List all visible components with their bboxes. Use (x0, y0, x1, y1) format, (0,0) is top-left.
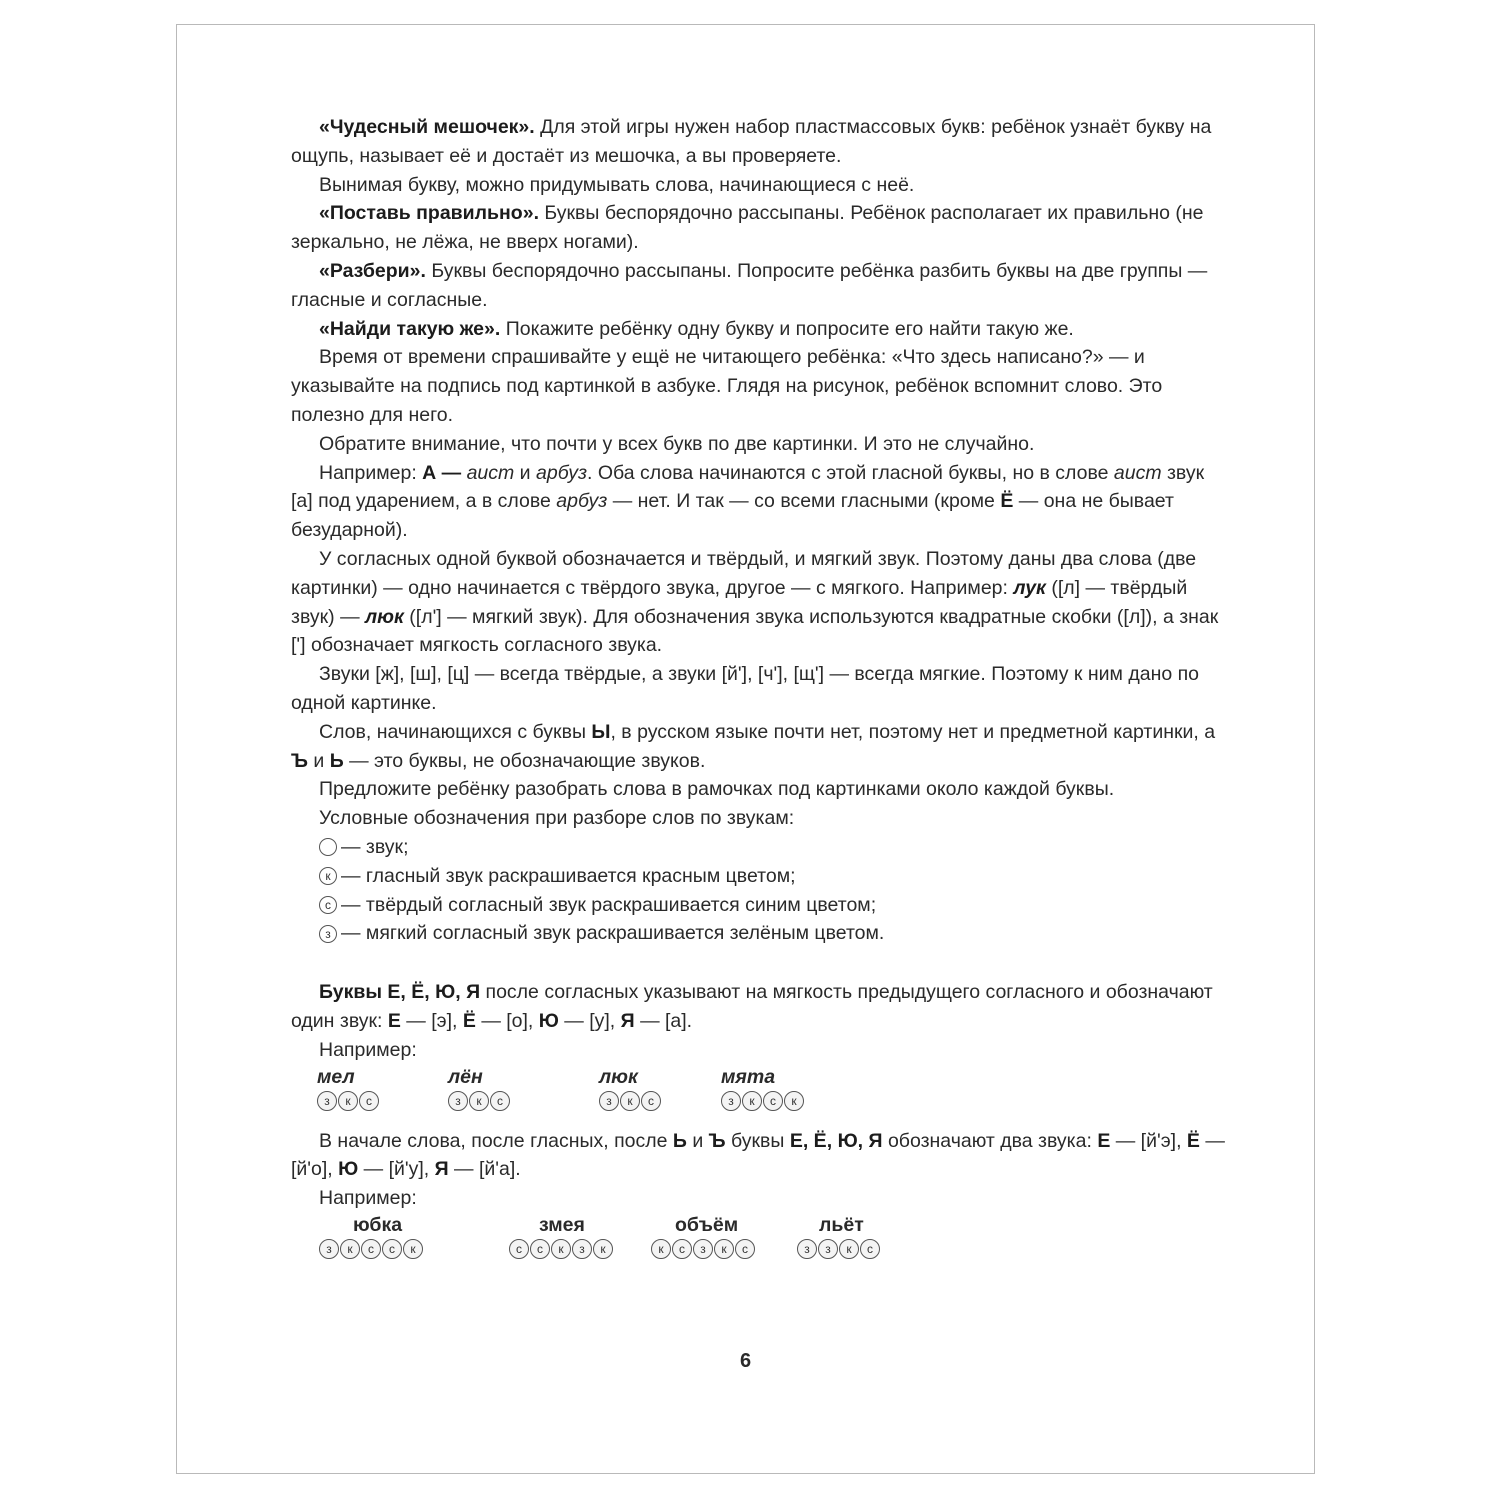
hard-consonant-circle-icon: с (319, 896, 337, 914)
sound-circle-icon: к (469, 1091, 489, 1111)
sound-scheme (651, 1239, 755, 1259)
sound-circle-icon: з (818, 1239, 838, 1259)
sound-circle-icon: к (403, 1239, 423, 1259)
legend-text: — звук; (341, 835, 409, 858)
paragraph-special-letters (291, 718, 1231, 776)
text: Слов, начинающихся с буквы (319, 720, 592, 743)
paragraph-text: Буквы беспорядочно рассыпаны. Ребёнок располагает их правильно (не зеркально, не лёжа, не вверх ногами). (291, 202, 1204, 254)
text: — она не бывает безударной). (291, 490, 1174, 542)
example-word-block (448, 1065, 510, 1111)
sound-circle-icon: з (721, 1091, 741, 1111)
sound-circle-icon: к (551, 1239, 571, 1259)
bold-text: А — (422, 461, 467, 484)
vowel-circle-icon: к (319, 867, 337, 885)
sound-circle-icon: с (735, 1239, 755, 1259)
text: — [й'а]. (448, 1158, 521, 1181)
bold-text: Ё (462, 1009, 476, 1032)
game-title-find: «Найди такую же». (319, 317, 501, 340)
paragraph-vowels-example (291, 459, 1231, 545)
bold-text: Ю (538, 1009, 559, 1032)
italic-word: аист (1113, 461, 1162, 484)
example-word: лён (448, 1065, 483, 1088)
paragraph-consonants (291, 545, 1231, 660)
sound-circle-icon: с (490, 1091, 510, 1111)
text: У согласных одной буквой обозначается и твёрдый, и мягкий звук. Поэтому даны два слова (две картинки) — одно начинается с твёрдого звука, другое — с мягкого. Например: (291, 547, 1197, 599)
example-word-block (651, 1213, 755, 1259)
bold-text: Е, Ё, Ю, Я (789, 1129, 883, 1152)
legend-item-vowel (291, 862, 1231, 891)
sound-scheme (599, 1091, 661, 1111)
text: — [й'у], (358, 1158, 435, 1181)
example-word-block (319, 1213, 423, 1259)
text: . Оба слова начинаются с этой гласной буквы, но в слове (587, 461, 1114, 484)
text: и (307, 749, 330, 772)
bold-text: Буквы Е, Ё, Ю, Я (319, 981, 481, 1004)
sound-scheme (721, 1091, 804, 1111)
legend-text: — мягкий согласный звук раскрашивается зелёным цветом. (341, 922, 885, 945)
sound-circle-icon: к (714, 1239, 734, 1259)
game-title-place: «Поставь правильно». (319, 202, 539, 225)
bold-text: Ё (1186, 1129, 1200, 1152)
legend-list (291, 833, 1231, 948)
legend-item-soft (291, 919, 1231, 948)
example-word: объём (675, 1213, 739, 1236)
paragraph-game-sort (291, 257, 1231, 315)
bold-text: Ы (591, 720, 611, 743)
examples-one-sound (291, 1065, 1231, 1127)
text: — [й'э], (1110, 1129, 1187, 1152)
sound-circle-icon: с (509, 1239, 529, 1259)
game-title-bag: «Чудесный мешочек». (319, 116, 535, 138)
text: , в русском языке почти нет, поэтому нет и предметной картинки, а (610, 720, 1216, 743)
sound-circle-icon: з (319, 1239, 339, 1259)
sound-circle-icon: к (784, 1091, 804, 1111)
text: — нет. И так — со всеми гласными (кроме (607, 490, 1001, 513)
bold-text: Ю (338, 1158, 359, 1181)
example-word: льёт (819, 1213, 864, 1236)
example-word-block (599, 1065, 661, 1111)
sound-circle-icon: с (860, 1239, 880, 1259)
sound-circle-icon: к (742, 1091, 762, 1111)
text: — [э], (400, 1009, 463, 1032)
text: после согласных указывают на мягкость предыдущего согласного и обозначают один звук: (291, 981, 1213, 1032)
paragraph-game-bag (291, 113, 1231, 171)
text: и (686, 1129, 709, 1152)
legend-text: — гласный звук раскрашивается красным цветом; (341, 864, 796, 887)
text: — [о], (475, 1009, 539, 1032)
paragraph-text: Буквы беспорядочно рассыпаны. Попросите ребёнка разбить буквы на две группы — гласные и согласные. (291, 259, 1208, 311)
paragraph-two-sounds (291, 1127, 1231, 1185)
legend-item-hard (291, 891, 1231, 920)
sound-scheme (509, 1239, 613, 1259)
example-word: юбка (353, 1213, 403, 1236)
paragraph-text: Покажите ребёнку одну букву и попросите его найти такую же. (500, 317, 1074, 340)
sound-circle-icon: з (572, 1239, 592, 1259)
italic-word: аист (466, 461, 515, 484)
page-number: 6 (739, 1350, 752, 1372)
example-word-block (317, 1065, 379, 1111)
text: обозначают два звука: (882, 1129, 1098, 1152)
text: — [а]. (634, 1009, 693, 1032)
paragraph: Обратите внимание, что почти у всех букв по две картинки. И это не случайно. (319, 432, 1035, 455)
example-word: мел (317, 1065, 355, 1088)
example-word-block (721, 1065, 804, 1111)
sound-circle-icon: к (651, 1239, 671, 1259)
sound-circle-icon: с (763, 1091, 783, 1111)
sound-circle-icon: с (641, 1091, 661, 1111)
bold-text: Ё (1000, 490, 1014, 513)
paragraph-game-find (291, 315, 1231, 344)
sound-circle-icon (319, 838, 337, 856)
sound-circle-icon: з (599, 1091, 619, 1111)
legend-item-sound (291, 833, 1231, 862)
sound-scheme (319, 1239, 423, 1259)
paragraph-one-sound (291, 978, 1231, 1036)
bold-text: Е (387, 1009, 401, 1032)
game-title-sort: «Разбери». (319, 259, 426, 282)
page-content (291, 113, 1231, 1275)
italic-word: арбуз (536, 461, 588, 484)
example-word: люк (599, 1065, 638, 1088)
examples-two-sounds (291, 1213, 1231, 1275)
text: — [у], (558, 1009, 621, 1032)
bold-text: Ъ (291, 749, 308, 772)
bold-text: Ь (329, 749, 344, 772)
text: ([л'] — мягкий звук). Для обозначения звука используются квадратные скобки ([л]), а знак ['] обозначает мягкость согласного звука. (291, 605, 1219, 657)
sound-circle-icon: с (530, 1239, 550, 1259)
bold-text: Ъ (708, 1129, 726, 1152)
italic-word: люк (364, 605, 404, 628)
sound-circle-icon: к (338, 1091, 358, 1111)
example-label: Например: (319, 1187, 417, 1210)
sound-circle-icon: к (340, 1239, 360, 1259)
paragraph-text: Для этой игры нужен набор пластмассовых букв: ребёнок узнаёт букву на ощупь, называет её и достаёт из мешочка, а вы проверяете. (291, 116, 1212, 167)
sound-circle-icon: з (317, 1091, 337, 1111)
sound-scheme (317, 1091, 379, 1111)
italic-word: арбуз (556, 490, 608, 513)
text: Например: (319, 461, 423, 484)
text: — [й'о], (291, 1129, 1225, 1181)
paragraph: Звуки [ж], [ш], [ц] — всегда твёрдые, а звуки [й'], [ч'], [щ'] — всегда мягкие. Поэтому к ним дано по одной картинке. (291, 663, 1200, 714)
sound-circle-icon: з (693, 1239, 713, 1259)
sound-scheme (448, 1091, 510, 1111)
paragraph: Время от времени спрашивайте у ещё не читающего ребёнка: «Что здесь написано?» — и указывайте на подпись под картинкой в азбуке. Глядя на рисунок, ребёнок вспомнит слово. Это полезно для него. (291, 346, 1163, 426)
example-word-block (509, 1213, 613, 1259)
sound-scheme (797, 1239, 880, 1259)
bold-text: Я (620, 1009, 635, 1032)
page-sheet (176, 24, 1315, 1474)
bold-text: Я (434, 1158, 449, 1181)
sound-circle-icon: з (797, 1239, 817, 1259)
sound-circle-icon: к (593, 1239, 613, 1259)
paragraph: Вынимая букву, можно придумывать слова, начинающиеся с неё. (319, 173, 915, 196)
sound-circle-icon: с (359, 1091, 379, 1111)
bold-text: Е (1097, 1129, 1111, 1152)
example-label: Например: (319, 1038, 417, 1061)
example-word-block (797, 1213, 880, 1259)
text: В начале слова, после гласных, после (319, 1129, 673, 1152)
example-word: змея (539, 1213, 585, 1236)
example-word: мята (721, 1065, 776, 1088)
text: и (514, 461, 536, 484)
text: буквы (725, 1129, 790, 1152)
text: ([л] — твёрдый звук) — (291, 576, 1188, 628)
sound-circle-icon: з (448, 1091, 468, 1111)
paragraph: Предложите ребёнку разобрать слова в рамочках под картинками около каждой буквы. (319, 778, 1115, 801)
legend-text: — твёрдый согласный звук раскрашивается синим цветом; (341, 893, 877, 916)
soft-consonant-circle-icon: з (319, 925, 337, 943)
legend-title: Условные обозначения при разборе слов по звукам: (319, 807, 795, 830)
sound-circle-icon: к (839, 1239, 859, 1259)
sound-circle-icon: к (620, 1091, 640, 1111)
italic-word: лук (1013, 576, 1046, 599)
text: звук [а] под ударением, а в слове (291, 461, 1205, 513)
bold-text: Ь (672, 1129, 687, 1152)
sound-circle-icon: с (382, 1239, 402, 1259)
text: — это буквы, не обозначающие звуков. (343, 749, 706, 772)
sound-circle-icon: с (361, 1239, 381, 1259)
sound-circle-icon: с (672, 1239, 692, 1259)
paragraph-game-place (291, 199, 1231, 257)
